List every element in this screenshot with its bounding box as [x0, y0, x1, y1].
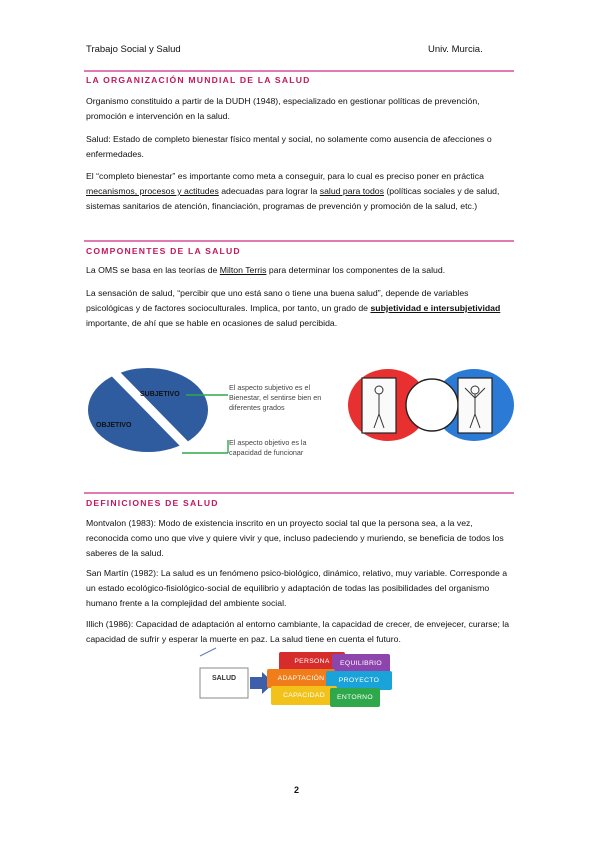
subjetivo-label: SUBJETIVO [140, 391, 180, 398]
section-divider [84, 492, 514, 494]
health-balance-illustration [346, 368, 516, 442]
defs-paragraph-montvalon: Montvalon (1983): Modo de existencia inscrito en un proyecto social tal que la persona sea, a la vez, reconocida como uno que vive y quiere vivir y que, incluso padeciendo y muriendo, se beneficia de todos los saberes de la salud. [86, 518, 504, 558]
org-paragraph-3 [86, 169, 514, 214]
text-run: importante, de ahí que se hable en ocasiones de salud percibida. [86, 318, 338, 328]
section-divider [84, 240, 514, 242]
equilibrio-box: EQUILIBRIO [332, 654, 390, 673]
text-run: (políticas sociales y de salud, sistemas sanitarios de atención, financiación, programas de prevención y promoción de la salud, etc.) [86, 186, 500, 211]
salud-accent-line [200, 648, 216, 656]
capacidad-box: CAPACIDAD [271, 686, 337, 705]
adaptacion-box: ADAPTACIÓN [267, 669, 335, 688]
text-run: adecuadas para lograr la [218, 186, 320, 196]
section-title-defs: DEFINICIONES DE SALUD [86, 498, 219, 508]
defs-paragraph-illich: Illich (1986): Capacidad de adaptación al entorno cambiante, la capacidad de crecer, de envejecer, curarse; la capacidad de sufrir y esperar la muerte en paz. La salud tiene en cuenta el futuro. [86, 619, 510, 644]
white-circle [406, 379, 458, 431]
defs-paragraph-sanmartin: San Martín (1982): La salud es un fenómeno psico-biológico, dinámico, relativo, muy variable. Corresponde a un estado ecológico-fisiológico-social de equilibrio y adaptación de todas las posibilidades del organismo humano frente a la complejidad del ambiente social. [86, 568, 508, 608]
org-paragraph-1: Organismo constituido a partir de la DUDH (1948), especializado en gestionar políticas de prevención, promoción e intervención en la salud. [86, 96, 480, 121]
text-run: La OMS se basa en las teorías de [86, 265, 220, 275]
salud-diagram-left [198, 646, 278, 702]
text-run: La sensación de salud, “percibir que uno está sano o tiene una buena salud”, depende de variables psicológicas y de factores socioculturales. Implica, por tanto, un grado de [86, 288, 469, 313]
text-run: El “completo bienestar” es importante como meta a conseguir, para lo cual es preciso poner en práctica [86, 171, 484, 181]
comp-paragraph-2 [86, 286, 514, 331]
underlined-text: salud para todos [319, 186, 384, 196]
header-left: Trabajo Social y Salud [86, 44, 181, 55]
objetivo-label: OBJETIVO [96, 422, 132, 429]
page-number: 2 [294, 785, 300, 795]
text-run: para determinar los componentes de la salud. [266, 265, 446, 275]
section-divider [84, 70, 514, 72]
persona-box: PERSONA [279, 652, 345, 671]
underlined-text: subjetividad e intersubjetividad [370, 303, 501, 313]
entorno-box: ENTORNO [330, 688, 380, 707]
org-paragraph-2: Salud: Estado de completo bienestar físico mental y social, no solamente como ausencia de afecciones o enfermedades. [86, 134, 492, 159]
underlined-text: Milton Terris [219, 265, 267, 275]
objetivo-description: El aspecto objetivo es la capacidad de funcionar [229, 438, 307, 457]
header-right: Univ. Murcia. [428, 44, 483, 55]
salud-box [200, 668, 248, 698]
comp-paragraph-1 [86, 263, 514, 278]
proyecto-box: PROYECTO [326, 671, 392, 690]
section-title-org: LA ORGANIZACIÓN MUNDIAL DE LA SALUD [86, 75, 311, 85]
salud-label: SALUD [211, 675, 237, 682]
subjetivo-description: El aspecto subjetivo es el Bienestar, el sentirse bien en diferentes grados [229, 383, 322, 412]
underlined-text: mecanismos, procesos y actitudes [86, 186, 219, 196]
section-title-comp: COMPONENTES DE LA SALUD [86, 246, 241, 256]
